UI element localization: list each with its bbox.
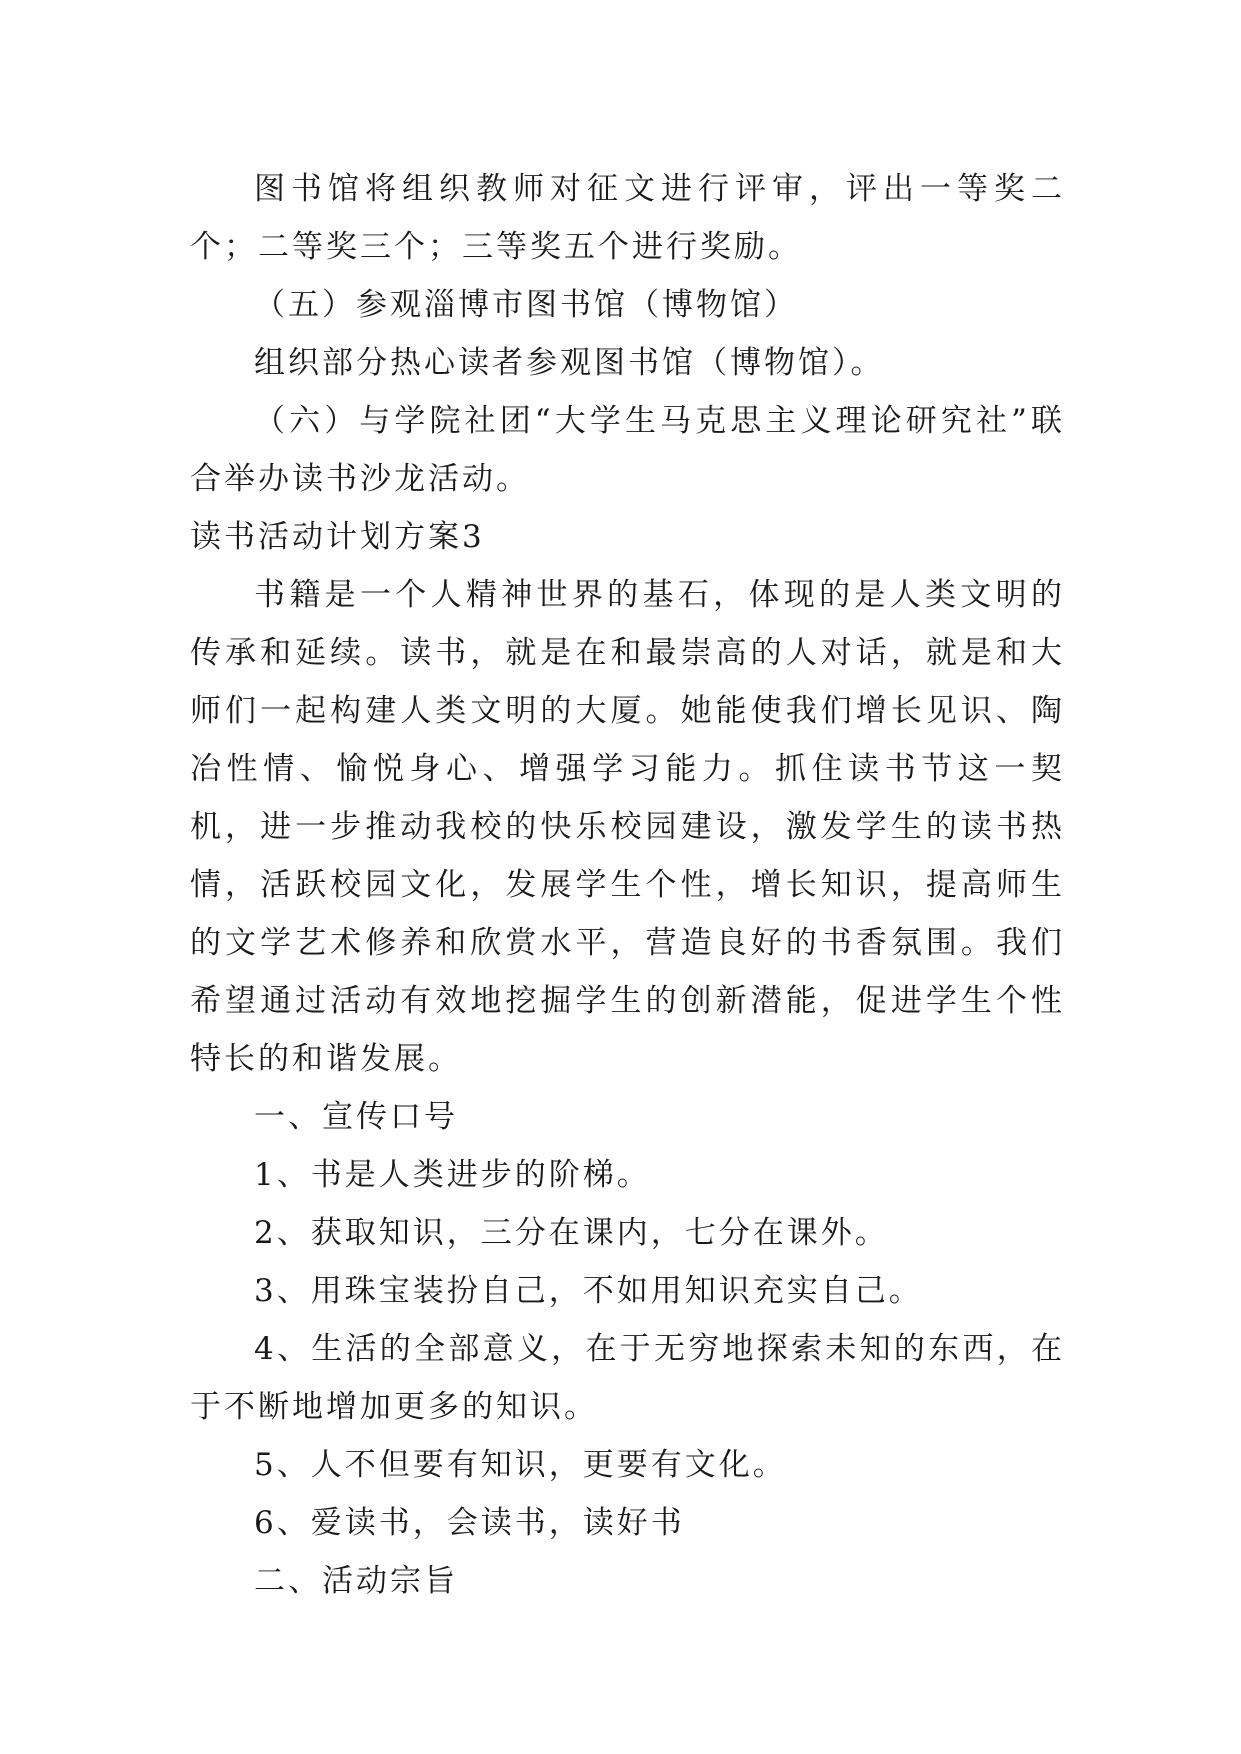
document-page <box>190 160 1065 1610</box>
section-heading-slogans: 一、宣传口号 <box>254 1099 458 1135</box>
slogan-item: 5、人不但要有知识，更要有文化。 <box>254 1447 787 1483</box>
slogan-item: 2、获取知识，三分在课内，七分在课外。 <box>254 1215 889 1251</box>
paragraph-section-five: （五）参观淄博市图书馆（博物馆） <box>254 287 798 323</box>
slogan-item: 4、生活的全部意义，在于无穷地探索未知的东西，在于不断地增加更多的知识。 <box>190 1331 1065 1425</box>
paragraph-essay-review: 图书馆将组织教师对征文进行评审，评出一等奖二个；二等奖三个；三等奖五个进行奖励。 <box>190 171 1065 265</box>
document-heading: 读书活动计划方案3 <box>190 519 485 555</box>
slogan-item: 3、用珠宝装扮自己，不如用知识充实自己。 <box>254 1273 923 1309</box>
paragraph-intro: 书籍是一个人精神世界的基石，体现的是人类文明的传承和延续。读书，就是在和最崇高的人对话，就是和大师们一起构建人类文明的大厦。她能使我们增长见识、陶冶性情、愉悦身心、增强学习能力。抓住读书节这一契机，进一步推动我校的快乐校园建设，激发学生的读书热情，活跃校园文化，发展学生个性，增长知识，提高师生的文学艺术修养和欣赏水平，营造良好的书香氛围。我们希望通过活动有效地挖掘学生的创新潜能，促进学生个性特长的和谐发展。 <box>190 577 1065 1077</box>
slogan-item: 1、书是人类进步的阶梯。 <box>254 1157 651 1193</box>
section-heading-purpose: 二、活动宗旨 <box>254 1563 458 1599</box>
paragraph-visit-library: 组织部分热心读者参观图书馆（博物馆）。 <box>254 345 885 381</box>
slogan-item: 6、爱读书，会读书，读好书 <box>254 1505 685 1541</box>
paragraph-section-six: （六）与学院社团“大学生马克思主义理论研究社”联合举办读书沙龙活动。 <box>190 403 1065 497</box>
